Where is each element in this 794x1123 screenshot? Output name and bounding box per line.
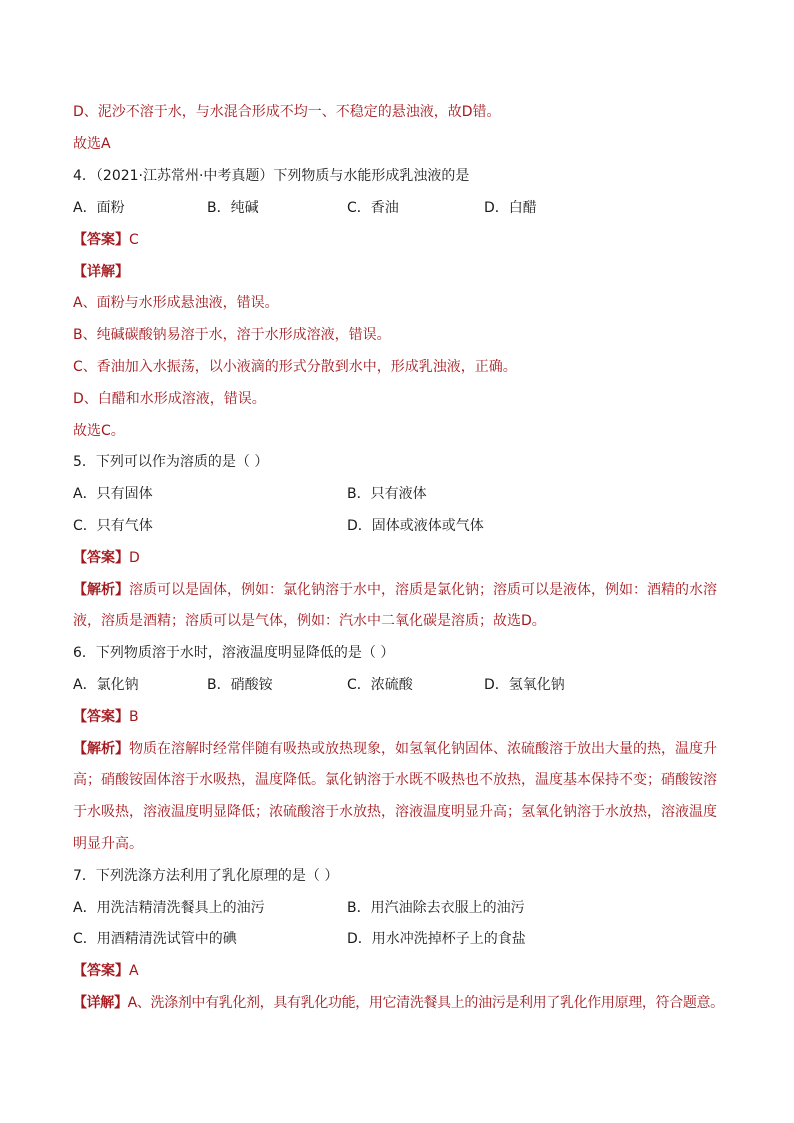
q5-analysis-line2: 液，溶质是酒精；溶质可以是气体，例如：汽水中二氧化碳是溶质；故选D。 [73,613,546,629]
q4-option-d: D．白醋 [484,200,537,216]
answer-tag: 【答案】 [73,232,129,248]
q7-detail [73,992,754,1014]
q5-analysis-line1 [73,579,754,601]
q7-option-b: B．用汽油除去衣服上的油污 [347,900,525,916]
q4-explanation-c: C、香油加入水振荡，以小液滴的形式分散到水中，形成乳浊液，正确。 [73,359,517,375]
detail-text: A、洗涤剂中有乳化剂，具有乳化功能，用它清洗餐具上的油污是利用了乳化作用原理，符合题意。 [127,995,724,1011]
q4-detail-tag [73,261,754,283]
q6-option-c: C．浓硫酸 [347,677,413,693]
analysis-tag: 【解析】 [73,741,129,757]
q5-option-d: D．固体或液体或气体 [347,518,484,534]
q5-options-row2 [73,515,754,537]
q5-option-b: B．只有液体 [347,486,427,502]
q7-option-a: A．用洗洁精清洗餐具上的油污 [73,900,265,916]
answer-value: A [129,963,139,979]
q4-final-choice: 故选C。 [73,423,125,439]
q6-option-a: A．氯化钠 [73,677,139,693]
q6-analysis-line3: 于水吸热，溶液温度明显降低；浓硫酸溶于水放热，溶液温度明显升高；氢氧化钠溶于水放热，溶液温度 [73,804,717,820]
q5-answer [73,547,754,569]
detail-tag: 【详解】 [73,264,129,280]
analysis-text: 溶质可以是固体，例如：氯化钠溶于水中，溶质是氯化钠；溶质可以是液体，例如：酒精的水溶 [129,582,717,598]
q6-option-b: B．硝酸铵 [207,677,273,693]
q4-stem: 4．（2021·江苏常州·中考真题）下列物质与水能形成乳浊液的是 [73,168,470,184]
q7-option-d: D．用水冲洗掉杯子上的食盐 [347,931,526,947]
q6-answer [73,706,754,728]
q5-stem: 5．下列可以作为溶质的是（ ） [73,454,269,470]
answer-value: C [129,232,139,248]
q6-analysis-line4: 明显升高。 [73,836,143,852]
q7-options-row1 [73,897,754,919]
q6-analysis-line1 [73,738,754,760]
answer-value: D [129,550,140,566]
q4-options [73,197,754,219]
q5-option-c: C．只有气体 [73,518,153,534]
q6-analysis-line2: 高；硝酸铵固体溶于水吸热，温度降低。氯化钠溶于水既不吸热也不放热，温度基本保持不变；硝酸铵溶 [73,772,717,788]
q4-explanation-d: D、白醋和水形成溶液，错误。 [73,391,266,407]
detail-tag: 【详解】 [73,995,128,1011]
q6-stem: 6．下列物质溶于水时，溶液温度明显降低的是（ ） [73,645,395,661]
q7-answer [73,960,754,982]
q4-explanation-b: B、纯碱碳酸钠易溶于水，溶于水形成溶液，错误。 [73,327,391,343]
analysis-text: 物质在溶解时经常伴随有吸热或放热现象，如氢氧化钠固体、浓硫酸溶于放出大量的热，温度升 [129,741,717,757]
q3-final-choice: 故选A [73,136,111,152]
answer-tag: 【答案】 [73,550,129,566]
q6-options [73,674,754,696]
answer-tag: 【答案】 [73,709,129,725]
q4-answer [73,229,754,251]
q7-stem: 7．下列洗涤方法利用了乳化原理的是（ ） [73,868,339,884]
q5-options-row1 [73,483,754,505]
q4-option-a: A．面粉 [73,200,125,216]
q7-option-c: C．用酒精清洗试管中的碘 [73,931,237,947]
q5-option-a: A．只有固体 [73,486,153,502]
q4-option-b: B．纯碱 [207,200,259,216]
q7-options-row2 [73,928,754,950]
q4-explanation-a: A、面粉与水形成悬浊液，错误。 [73,295,279,311]
analysis-tag: 【解析】 [73,582,129,598]
q6-option-d: D．氢氧化钠 [484,677,565,693]
q3-option-d-explanation: D、泥沙不溶于水，与水混合形成不均一、不稳定的悬浊液，故D错。 [73,104,501,120]
answer-tag: 【答案】 [73,963,129,979]
q4-option-c: C．香油 [347,200,399,216]
answer-value: B [129,709,139,725]
